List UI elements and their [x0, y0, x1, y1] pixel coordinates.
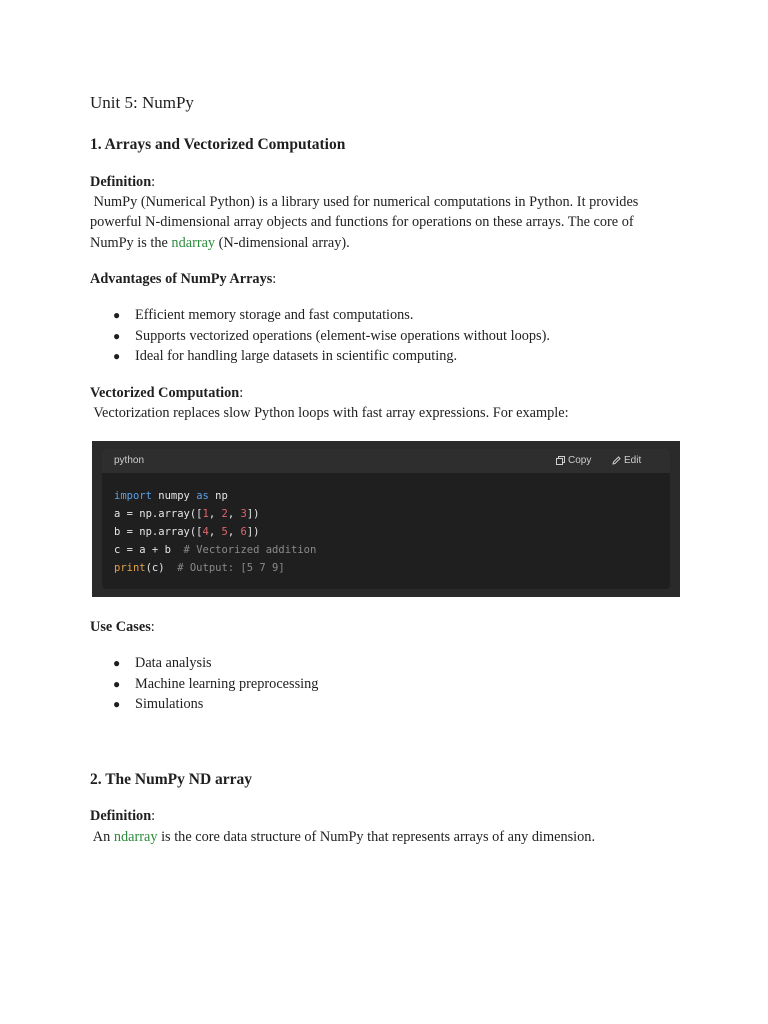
code-line [114, 505, 670, 523]
code-line [114, 487, 670, 505]
colon: : [150, 619, 155, 635]
code-keyword: import [114, 490, 152, 502]
list-item [90, 694, 690, 715]
advantages-label: Advantages of NumPy Arrays [90, 271, 273, 287]
advantages-label-line [90, 269, 276, 290]
section-2-heading: 2. The NumPy ND array [90, 771, 253, 788]
code-text: ]) [246, 508, 260, 520]
bullet: ● [113, 328, 121, 343]
definition-2-text [90, 827, 595, 848]
edit-label: Edit [624, 455, 642, 466]
code-text: a = np.array([ [114, 508, 203, 520]
definition-1-label: Definition [90, 174, 152, 190]
list-item-text: Simulations [135, 696, 204, 712]
code-card [102, 449, 670, 589]
code-text: np [208, 490, 228, 502]
code-line [114, 559, 670, 577]
list-item [90, 653, 690, 674]
code-comment: # Vectorized addition [183, 544, 317, 556]
use-cases-label-line [90, 617, 155, 638]
code-comment: # Output: [5 7 9] [177, 562, 285, 574]
definition-2-text-start: An [90, 829, 114, 845]
ndarray-term: ndarray [171, 235, 216, 251]
code-number: 1 [202, 508, 209, 520]
code-text: (c) [145, 562, 178, 574]
code-text: ]) [246, 526, 260, 538]
code-line [114, 541, 670, 559]
copy-label: Copy [568, 455, 592, 466]
code-content [102, 473, 670, 577]
code-text: , [208, 526, 222, 538]
code-header [102, 449, 670, 473]
edit-icon [612, 456, 621, 465]
advantages-list [90, 305, 690, 367]
list-item [90, 674, 690, 695]
definition-1-text: NumPy is the [90, 235, 172, 251]
colon: : [151, 174, 156, 190]
code-text: numpy [151, 490, 197, 502]
colon: : [239, 385, 244, 401]
code-text: c = a + b [114, 544, 184, 556]
list-item-text: Machine learning preprocessing [135, 675, 319, 692]
code-number: 6 [240, 526, 247, 538]
definition-2-label-line [90, 806, 155, 827]
ndarray-term: ndarray [113, 829, 158, 845]
unit-title: Unit 5: NumPy [90, 93, 194, 112]
code-number: 4 [202, 526, 209, 538]
code-block [92, 441, 680, 597]
vectorized-label: Vectorized Computation [90, 385, 240, 401]
use-cases-label: Use Cases [90, 619, 151, 635]
bullet: ● [113, 308, 121, 322]
copy-button[interactable] [556, 455, 591, 466]
code-text: , [208, 508, 222, 520]
list-item-text: Efficient memory storage and fast computations. [135, 307, 414, 323]
list-item-text: Data analysis [135, 655, 212, 671]
definition-1-label-line [90, 172, 155, 193]
list-item [90, 305, 690, 326]
vectorized-text: Vectorization replaces slow Python loops with fast array expressions. For example: [90, 405, 569, 421]
code-language: python [114, 455, 145, 466]
section-1-heading: 1. Arrays and Vectorized Computation [90, 136, 346, 153]
code-text: , [227, 508, 241, 520]
list-item-text: Supports vectorized operations (element-wise operations without loops). [135, 327, 550, 344]
code-text: b = np.array([ [114, 526, 203, 538]
colon: : [151, 808, 156, 824]
code-line [114, 523, 670, 541]
bullet: ● [113, 349, 121, 363]
bullet: ● [113, 656, 121, 670]
use-cases-list [90, 653, 690, 715]
vectorized-label-line [90, 383, 243, 404]
colon: : [272, 271, 277, 287]
code-keyword: as [196, 490, 209, 502]
definition-1-line-3 [90, 233, 350, 254]
list-item-text: Ideal for handling large datasets in scientific computing. [135, 348, 458, 364]
code-number: 2 [221, 508, 228, 520]
bullet: ● [113, 676, 121, 691]
definition-2-text-end: is the core data structure of NumPy that represents arrays of any dimension. [157, 829, 596, 845]
definition-2-label: Definition [90, 808, 152, 824]
copy-icon [556, 456, 565, 465]
code-function: print [114, 562, 146, 574]
list-item [90, 326, 690, 347]
definition-1-line-1: NumPy (Numerical Python) is a library used for numerical computations in Python. It provides [90, 194, 639, 210]
definition-1-line-2: powerful N-dimensional array objects and functions for operations on these arrays. The core of [90, 214, 634, 230]
code-number: 5 [221, 526, 228, 538]
edit-button[interactable] [612, 455, 641, 466]
code-text: , [227, 526, 241, 538]
bullet: ● [113, 697, 121, 711]
list-item [90, 346, 690, 367]
code-number: 3 [240, 508, 247, 520]
definition-1-text-end: (N-dimensional array). [215, 235, 350, 251]
